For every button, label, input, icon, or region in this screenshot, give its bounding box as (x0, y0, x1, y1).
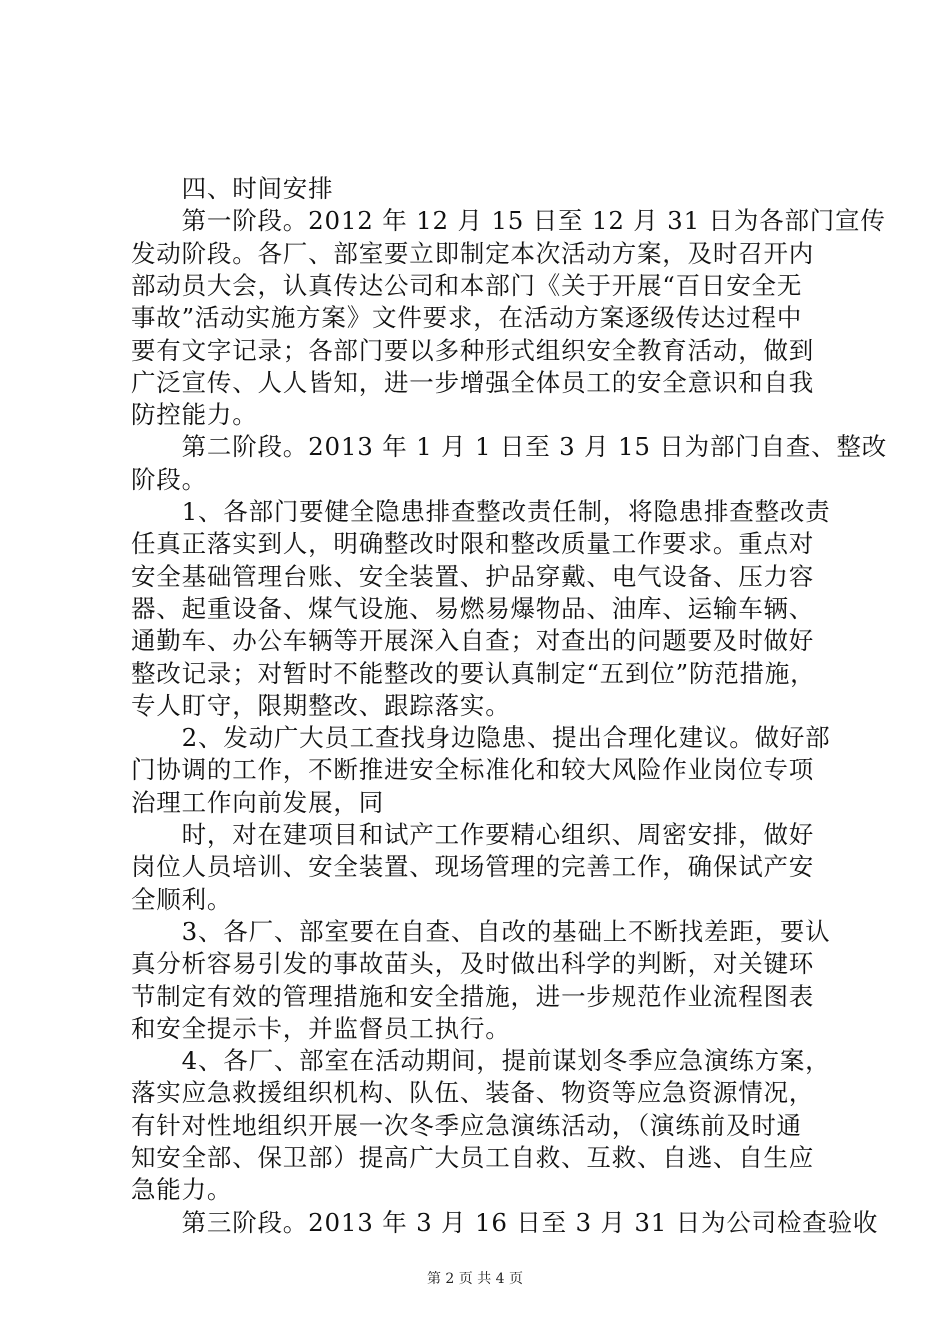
text-line: 通勤车、办公车辆等开展深入自查；对查出的问题要及时做好 (131, 626, 815, 656)
text-line: 岗位人员培训、安全装置、现场管理的完善工作，确保试产安 (131, 852, 815, 882)
text-line: 任真正落实到人，明确整改时限和整改质量工作要求。重点对 (131, 529, 815, 559)
text-line: 有针对性地组织开展一次冬季应急演练活动，（演练前及时通 (131, 1110, 802, 1140)
text-line: 急能力。 (131, 1175, 233, 1205)
text-line: 4、各厂、部室在活动期间，提前谋划冬季应急演练方案， (131, 1046, 831, 1076)
text-line: 阶段。 (131, 464, 207, 494)
text-line: 四、时间安排 (131, 174, 334, 203)
text-line: 时，对在建项目和试产工作要精心组织、周密安排，做好 (131, 820, 815, 849)
text-line: 要有文字记录；各部门要以多种形式组织安全教育活动，做到 (131, 335, 815, 365)
text-line: 3、各厂、部室要在自查、自改的基础上不断找差距，要认 (131, 916, 831, 946)
text-line: 第三阶段。2013 年 3 月 16 日至 3 月 31 日为公司检查验收 (131, 1207, 879, 1237)
page-footer: 第 2 页 共 4 页 (426, 1271, 524, 1287)
text-line: 第二阶段。2013 年 1 月 1 日至 3 月 15 日为部门自查、整改 (131, 432, 888, 462)
text-line: 专人盯守，限期整改、跟踪落实。 (131, 690, 511, 720)
text-line: 落实应急救援组织机构、队伍、装备、物资等应急资源情况， (131, 1078, 815, 1108)
text-line: 发动阶段。各厂、部室要立即制定本次活动方案，及时召开内 (131, 238, 815, 268)
text-line: 治理工作向前发展，同 (131, 787, 384, 817)
text-line: 门协调的工作，不断推进安全标准化和较大风险作业岗位专项 (131, 755, 815, 785)
text-line: 真分析容易引发的事故苗头，及时做出科学的判断，对关键环 (131, 949, 815, 979)
text-line: 节制定有效的管理措施和安全措施，进一步规范作业流程图表 (131, 981, 815, 1011)
text-line: 安全基础管理台账、安全装置、护品穿戴、电气设备、压力容 (131, 561, 815, 591)
text-line: 器、起重设备、煤气设施、易燃易爆物品、油库、运输车辆、 (131, 593, 815, 623)
text-line: 第一阶段。2012 年 12 月 15 日至 12 月 31 日为各部门宣传 (131, 206, 886, 236)
text-line: 和安全提示卡，并监督员工执行。 (131, 1013, 511, 1043)
text-line: 1、各部门要健全隐患排查整改责任制，将隐患排查整改责 (131, 497, 831, 526)
text-line: 事故”活动实施方案》文件要求，在活动方案逐级传达过程中 (131, 303, 803, 333)
text-line: 全顺利。 (131, 884, 233, 914)
text-line: 部动员大会，认真传达公司和本部门《关于开展“百日安全无 (131, 270, 803, 300)
text-line: 2、发动广大员工查找身边隐患、提出合理化建议。做好部 (131, 723, 831, 753)
text-line: 整改记录；对暂时不能整改的要认真制定“五到位”防范措施， (131, 658, 816, 688)
text-line: 广泛宣传、人人皆知，进一步增强全体员工的安全意识和自我 (131, 367, 815, 397)
text-line: 知安全部、保卫部）提高广大员工自救、互救、自逃、自生应 (131, 1143, 815, 1172)
text-line: 防控能力。 (131, 400, 258, 430)
